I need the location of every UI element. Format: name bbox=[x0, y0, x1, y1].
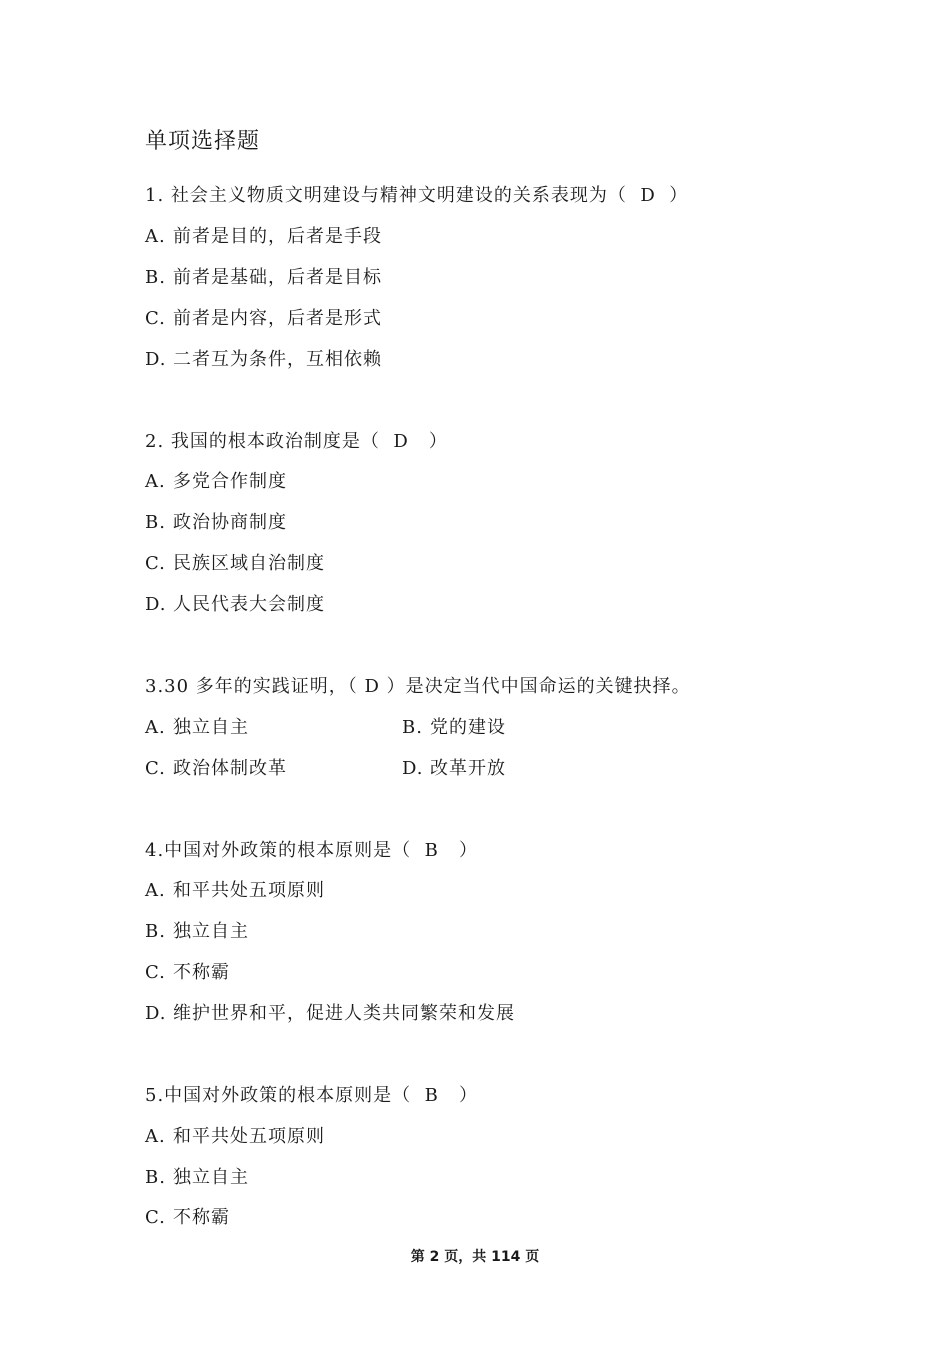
question-stem: 1. 社会主义物质文明建设与精神文明建设的关系表现为（ D ） bbox=[145, 185, 689, 206]
option-line bbox=[402, 716, 506, 740]
option-line bbox=[145, 1125, 325, 1149]
option-letter: D. bbox=[145, 1003, 167, 1024]
option-letter: D. bbox=[145, 594, 167, 615]
option-letter: D. bbox=[402, 758, 424, 779]
option-line bbox=[145, 716, 249, 740]
option-letter: C. bbox=[145, 553, 166, 574]
option-letter: A. bbox=[145, 471, 166, 492]
option-text: 不称霸 bbox=[173, 1207, 230, 1228]
option-line bbox=[145, 225, 382, 249]
option-text: 不称霸 bbox=[173, 962, 230, 983]
option-letter: B. bbox=[145, 921, 166, 942]
option-line bbox=[402, 757, 506, 781]
option-text: 前者是内容，后者是形式 bbox=[173, 308, 382, 329]
option-line bbox=[145, 552, 325, 576]
option-text: 政治协商制度 bbox=[173, 512, 287, 533]
option-text: 独立自主 bbox=[173, 717, 249, 738]
option-text: 维护世界和平，促进人类共同繁荣和发展 bbox=[173, 1003, 515, 1024]
option-letter: B. bbox=[145, 267, 166, 288]
option-line bbox=[145, 920, 249, 944]
section-title: 单项选择题 bbox=[145, 129, 261, 154]
question-stem: 3.30 多年的实践证明，（ D ）是决定当代中国命运的关键抉择。 bbox=[145, 676, 691, 697]
option-text: 独立自主 bbox=[173, 921, 249, 942]
option-letter: A. bbox=[145, 1126, 166, 1147]
option-text: 前者是基础，后者是目标 bbox=[173, 267, 382, 288]
option-line bbox=[145, 307, 382, 331]
option-line bbox=[145, 593, 325, 617]
option-line bbox=[145, 757, 287, 781]
option-line bbox=[145, 1206, 230, 1230]
option-line bbox=[145, 348, 382, 372]
option-letter: B. bbox=[402, 717, 423, 738]
option-letter: C. bbox=[145, 758, 166, 779]
option-line bbox=[145, 1166, 249, 1190]
option-letter: A. bbox=[145, 226, 166, 247]
option-text: 二者互为条件，互相依赖 bbox=[173, 349, 382, 370]
question-stem: 5.中国对外政策的根本原则是（ B ） bbox=[145, 1085, 479, 1106]
option-text: 前者是目的，后者是手段 bbox=[173, 226, 382, 247]
option-line bbox=[145, 879, 325, 903]
option-letter: D. bbox=[145, 349, 167, 370]
option-text: 和平共处五项原则 bbox=[173, 880, 325, 901]
option-line bbox=[145, 470, 287, 494]
option-letter: A. bbox=[145, 880, 166, 901]
option-line bbox=[145, 266, 382, 290]
option-line bbox=[145, 961, 230, 985]
option-letter: B. bbox=[145, 1167, 166, 1188]
option-line bbox=[145, 1002, 515, 1026]
option-text: 独立自主 bbox=[173, 1167, 249, 1188]
option-letter: B. bbox=[145, 512, 166, 533]
option-letter: C. bbox=[145, 962, 166, 983]
option-text: 民族区域自治制度 bbox=[173, 553, 325, 574]
option-text: 改革开放 bbox=[430, 758, 506, 779]
option-text: 和平共处五项原则 bbox=[173, 1126, 325, 1147]
option-text: 政治体制改革 bbox=[173, 758, 287, 779]
page-footer: 第 2 页，共 114 页 bbox=[410, 1249, 540, 1265]
option-letter: C. bbox=[145, 308, 166, 329]
option-letter: C. bbox=[145, 1207, 166, 1228]
option-text: 党的建设 bbox=[430, 717, 506, 738]
question-stem: 2. 我国的根本政治制度是（ D ） bbox=[145, 431, 448, 452]
option-line bbox=[145, 511, 287, 535]
option-text: 多党合作制度 bbox=[173, 471, 287, 492]
option-text: 人民代表大会制度 bbox=[173, 594, 325, 615]
option-letter: A. bbox=[145, 717, 166, 738]
question-stem: 4.中国对外政策的根本原则是（ B ） bbox=[145, 840, 479, 861]
